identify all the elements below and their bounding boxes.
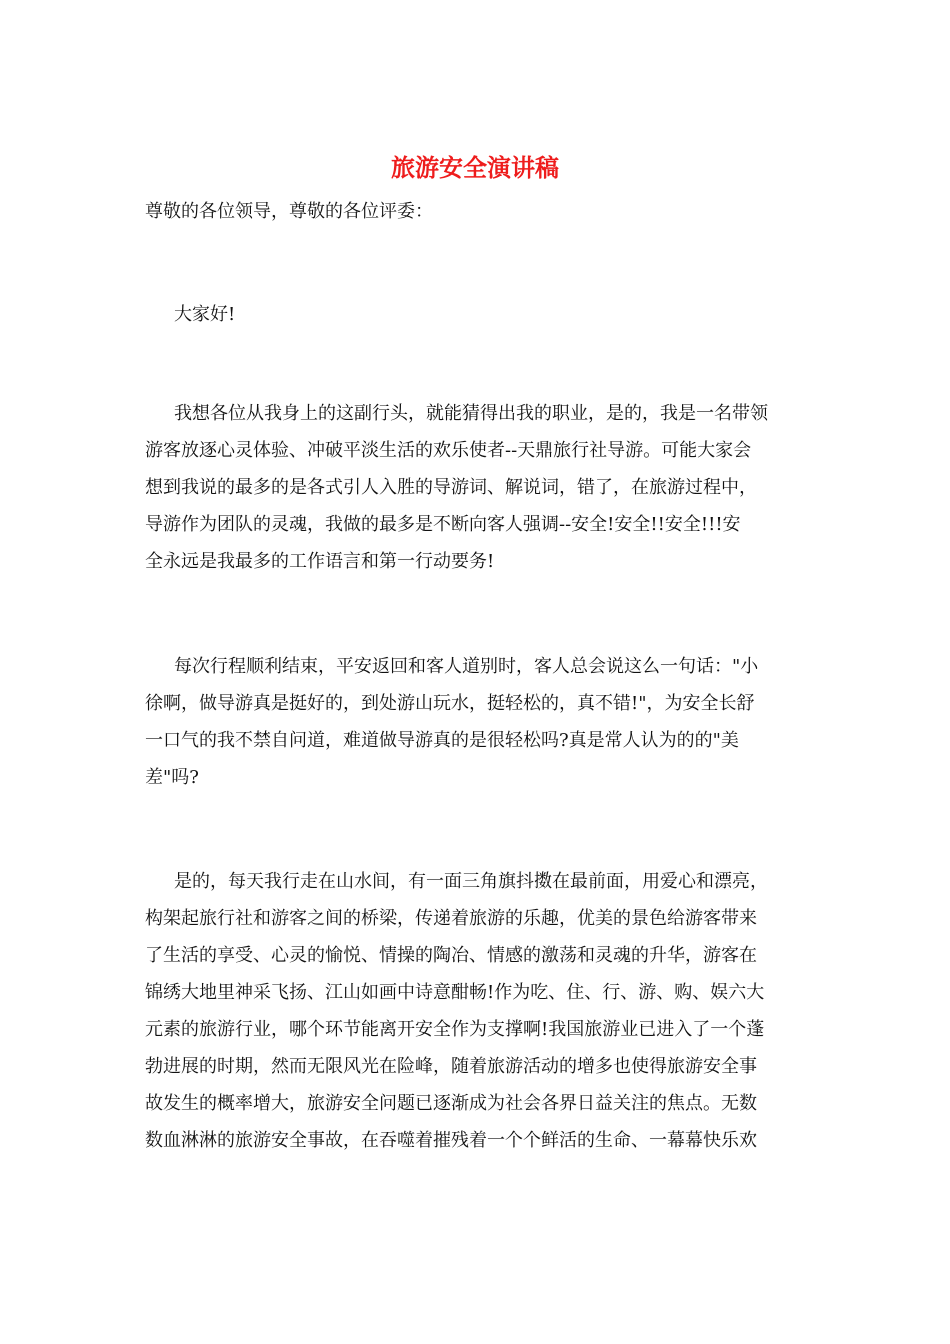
paragraph-farewell <box>145 648 805 796</box>
paragraph-profession <box>145 395 805 580</box>
paragraph-line: 徐啊，做导游真是挺好的，到处游山玩水，挺轻松的，真不错!"，为安全长舒 <box>145 693 755 714</box>
paragraph-line: 元素的旅游行业，哪个环节能离开安全作为支撑啊!我国旅游业已进入了一个蓬 <box>145 1019 765 1040</box>
paragraph-line: 每次行程顺利结束，平安返回和客人道别时，客人总会说这么一句话："小 <box>174 656 759 677</box>
paragraph-line: 全永远是我最多的工作语言和第一行动要务! <box>145 551 495 572</box>
document-title: 旅游安全演讲稿 <box>391 153 559 182</box>
paragraph-line: 想到我说的最多的是各式引人入胜的导游词、解说词，错了，在旅游过程中， <box>145 477 757 498</box>
paragraph-line: 我想各位从我身上的这副行头，就能猜得出我的职业，是的，我是一名带领 <box>174 403 768 424</box>
paragraph-line: 游客放逐心灵体验、冲破平淡生活的欢乐使者--天鼎旅行社导游。可能大家会 <box>145 440 752 461</box>
paragraph-line: 故发生的概率增大，旅游安全问题已逐渐成为社会各界日益关注的焦点。无数 <box>145 1093 757 1114</box>
paragraph-line: 数血淋淋的旅游安全事故，在吞噬着摧残着一个个鲜活的生命、一幕幕快乐欢 <box>145 1130 757 1151</box>
paragraph-line: 构架起旅行社和游客之间的桥梁，传递着旅游的乐趣，优美的景色给游客带来 <box>145 908 757 929</box>
paragraph-greeting <box>145 296 805 333</box>
paragraph-line: 了生活的享受、心灵的愉悦、情操的陶冶、情感的激荡和灵魂的升华，游客在 <box>145 945 757 966</box>
paragraph-line: 勃进展的时期，然而无限风光在险峰，随着旅游活动的增多也使得旅游安全事 <box>145 1056 757 1077</box>
paragraph-line: 导游作为团队的灵魂，我做的最多是不断向客人强调--安全!安全!!安全!!!安 <box>145 514 741 535</box>
paragraph-line: 一口气的我不禁自问道，难道做导游真的是很轻松吗?真是常人认为的的"美 <box>145 730 739 751</box>
salutation: 尊敬的各位领导，尊敬的各位评委： <box>145 201 433 222</box>
paragraph-line: 是的，每天我行走在山水间，有一面三角旗抖擞在最前面，用爱心和漂亮， <box>174 871 768 892</box>
paragraph-line: 锦绣大地里神采飞扬、江山如画中诗意酣畅!作为吃、住、行、游、购、娱六大 <box>145 982 765 1003</box>
paragraph-line: 差"吗? <box>145 767 199 788</box>
paragraph-line: 大家好! <box>174 304 236 325</box>
paragraph-safety <box>145 863 805 1159</box>
